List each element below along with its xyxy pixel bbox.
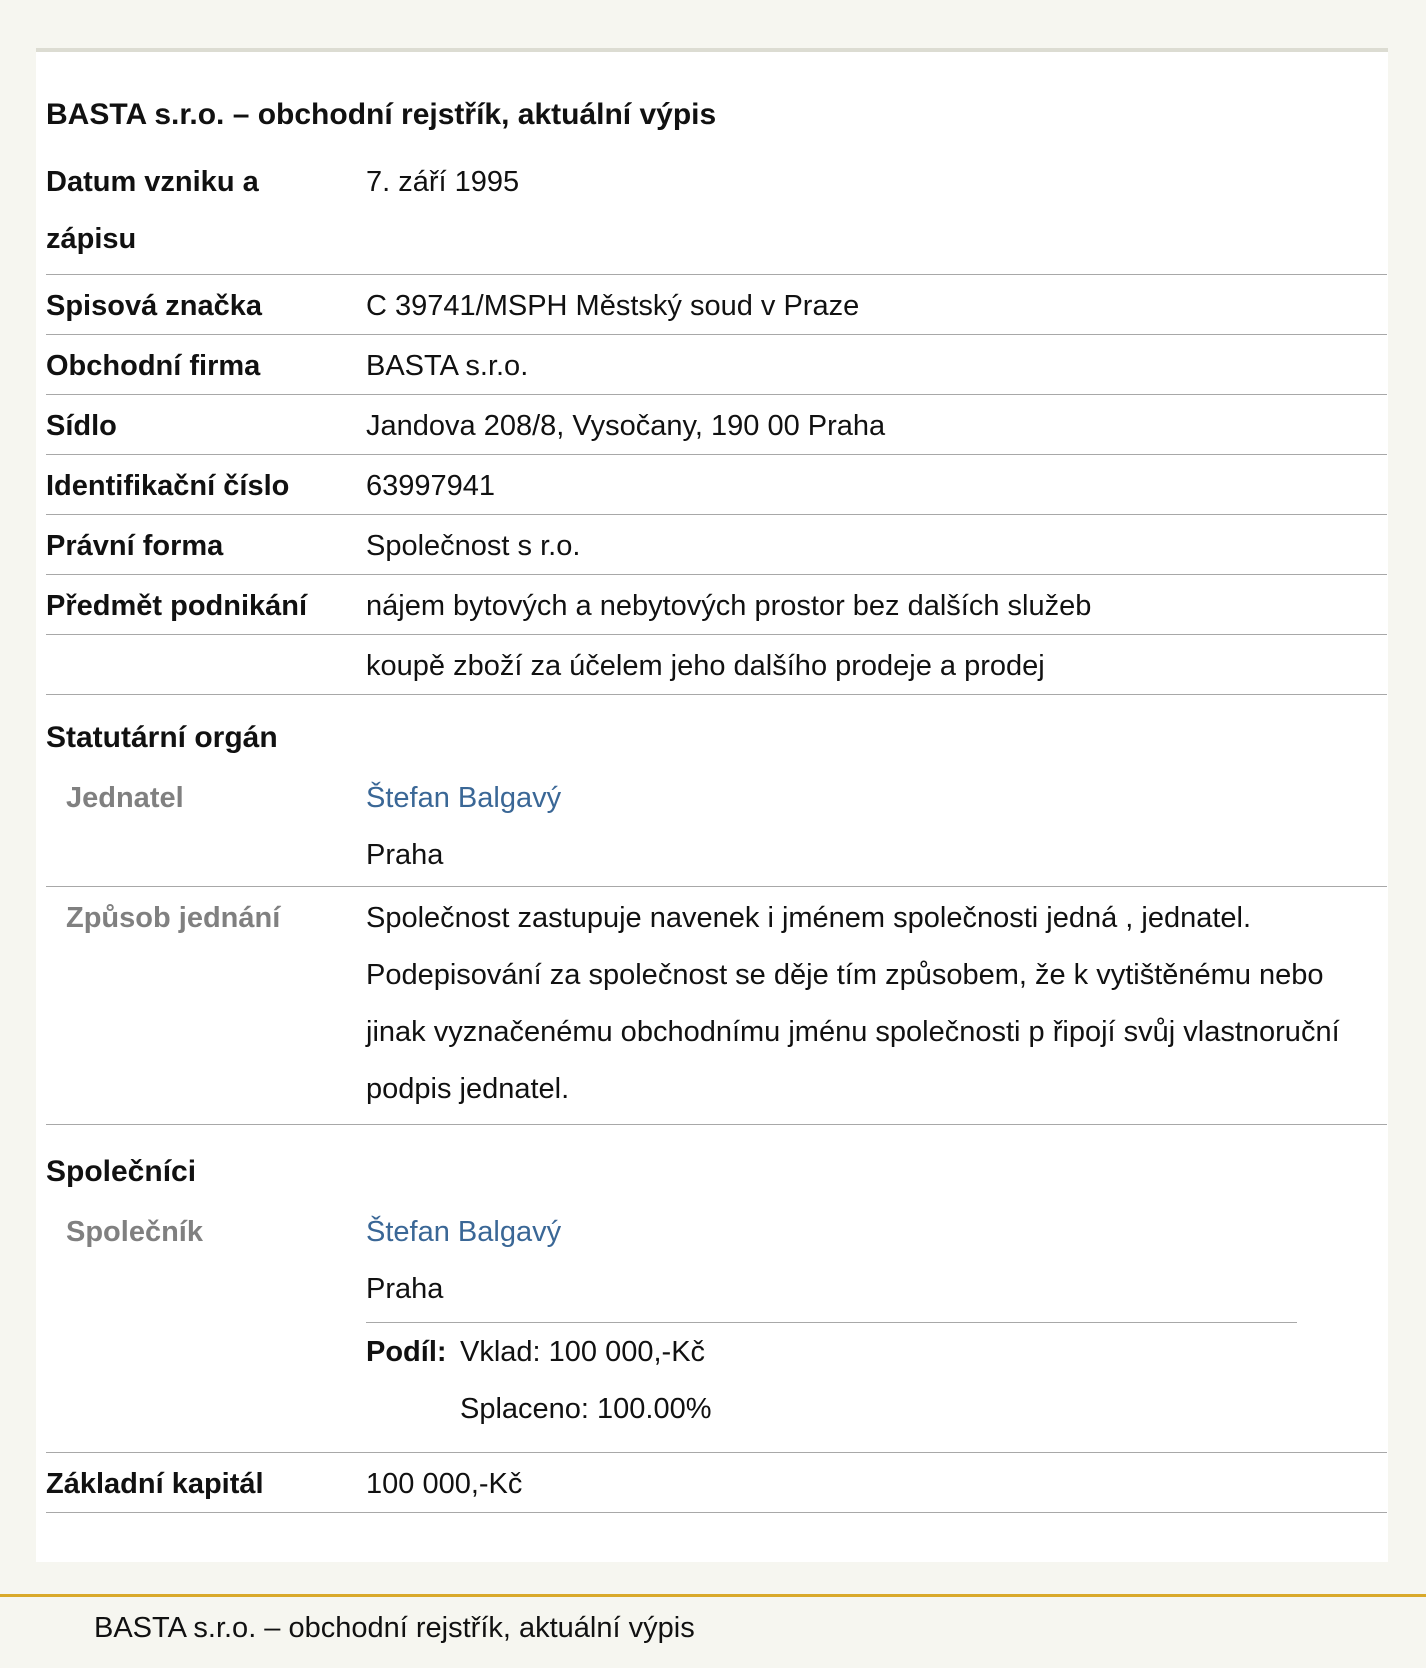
zpusob-line-1: Společnost zastupuje navenek i jménem společnosti jedná , jednatel. — [366, 902, 1252, 934]
zpusob-line-2: Podepisování za společnost se děje tím způsobem, že k vytištěnému nebo — [366, 959, 1324, 991]
extract-card — [36, 48, 1388, 1562]
row-label-pravni: Právní forma — [46, 530, 224, 562]
row-label-jednatel: Jednatel — [66, 782, 184, 814]
spolecnik-name-line — [366, 1202, 561, 1262]
row-label-spisova: Spisová značka — [46, 290, 262, 322]
row-obchodni-firma — [46, 336, 1387, 395]
row-value-firma: BASTA s.r.o. — [366, 350, 529, 382]
row-label-datum-line1: Datum vzniku a — [46, 166, 259, 198]
row-label-datum-line2: zápisu — [46, 223, 137, 255]
row-value-sidlo: Jandova 208/8, Vysočany, 190 00 Praha — [366, 410, 886, 442]
spolecnik-city: Praha — [366, 1273, 444, 1305]
podil-splaceno: Splaceno: 100.00% — [460, 1393, 712, 1425]
row-label-spolecnik: Společník — [66, 1216, 203, 1248]
section-heading-spolecnici: Společníci — [46, 1155, 197, 1188]
row-zpusob-jednani — [46, 888, 1387, 1125]
row-label-ico: Identifikační číslo — [46, 470, 290, 502]
row-sidlo — [46, 396, 1387, 455]
row-value-datum: 7. září 1995 — [366, 166, 520, 198]
row-spisova-znacka — [46, 276, 1387, 335]
row-predmet-podnikani — [46, 576, 1387, 635]
row-value-spisova: C 39741/MSPH Městský soud v Praze — [366, 290, 860, 322]
footer-accent-line — [0, 1594, 1426, 1597]
page-title: BASTA s.r.o. – obchodní rejstřík, aktuální výpis — [46, 98, 717, 131]
jednatel-name-link[interactable]: Štefan Balgavý — [366, 782, 562, 814]
spolecnik-name-link[interactable]: Štefan Balgavý — [366, 1216, 562, 1248]
row-datum-vzniku — [46, 152, 1387, 275]
row-value-predmet-1: nájem bytových a nebytových prostor bez dalších služeb — [366, 590, 1092, 622]
row-label-firma: Obchodní firma — [46, 350, 261, 382]
jednatel-city: Praha — [366, 839, 444, 871]
jednatel-name-line — [366, 768, 561, 828]
row-label-zpusob: Způsob jednání — [66, 902, 281, 934]
podil-vklad: Vklad: 100 000,-Kč — [460, 1336, 706, 1368]
row-value-ico: 63997941 — [366, 470, 496, 502]
row-ico — [46, 456, 1387, 515]
row-value-pravni: Společnost s r.o. — [366, 530, 581, 562]
row-zakladni-kapital — [46, 1454, 1387, 1513]
row-label-kapital: Základní kapitál — [46, 1468, 264, 1500]
section-heading-statutarni: Statutární orgán — [46, 721, 278, 754]
zpusob-line-4: podpis jednatel. — [366, 1073, 570, 1105]
row-label-sidlo: Sídlo — [46, 410, 117, 442]
row-pravni-forma — [46, 516, 1387, 575]
row-jednatel — [46, 768, 1387, 887]
row-value-kapital: 100 000,-Kč — [366, 1468, 523, 1500]
footer-title: BASTA s.r.o. – obchodní rejstřík, aktuální výpis — [94, 1612, 695, 1644]
podil-label: Podíl: — [366, 1336, 447, 1368]
row-predmet-podnikani-2 — [46, 636, 1387, 695]
row-value-predmet-2: koupě zboží za účelem jeho dalšího prodeje a prodej — [366, 650, 1045, 682]
row-label-predmet: Předmět podnikání — [46, 590, 308, 622]
zpusob-line-3: jinak vyznačenému obchodnímu jménu společnosti p řipojí svůj vlastnoruční — [366, 1016, 1340, 1048]
row-spolecnik — [46, 1202, 1387, 1453]
